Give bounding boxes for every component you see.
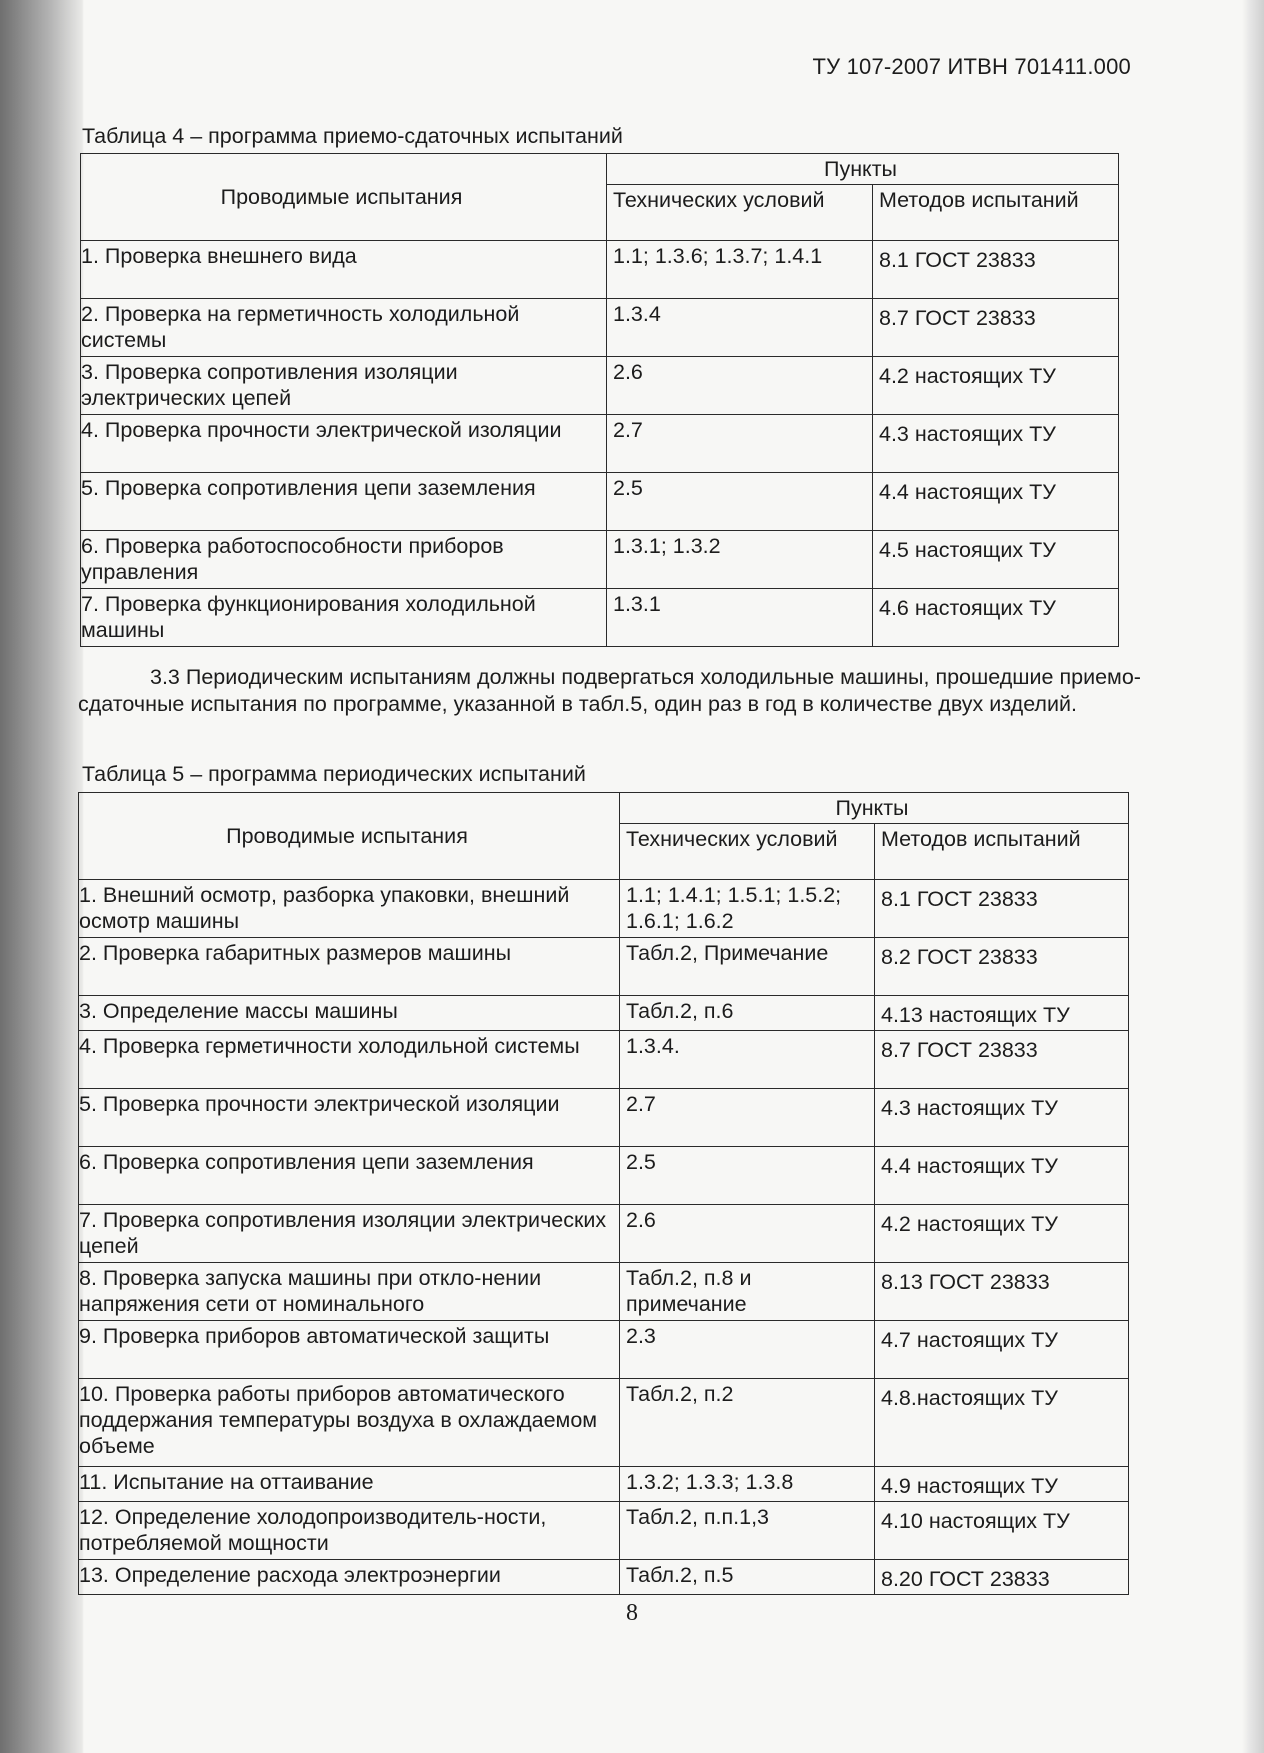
- table-row: [79, 996, 1129, 1031]
- technical-cell: 2.5: [607, 473, 873, 531]
- methods-cell: 4.3 настоящих ТУ: [873, 415, 1119, 473]
- methods-cell: 4.10 настоящих ТУ: [875, 1502, 1129, 1560]
- table-row: [79, 1031, 1129, 1089]
- technical-cell: 1.3.4: [607, 299, 873, 357]
- methods-cell: 8.7 ГОСТ 23833: [873, 299, 1119, 357]
- methods-cell: 8.2 ГОСТ 23833: [875, 938, 1129, 996]
- test-cell: 3. Проверка сопротивления изоляции электрических цепей: [81, 357, 607, 415]
- test-cell: 10. Проверка работы приборов автоматического поддержания температуры воздуха в охлаждаемом объеме: [79, 1379, 620, 1467]
- paragraph-3-3-text: 3.3 Периодическим испытаниям должны подвергаться холодильные машины, прошедшие приемо-сдаточные испытания по программе, указанной в табл.5, один раз в год в количестве двух изделий.: [78, 665, 1141, 716]
- test-cell: 13. Определение расхода электроэнергии: [79, 1560, 620, 1595]
- methods-cell: 4.13 настоящих ТУ: [875, 996, 1129, 1031]
- table5-header-tests: Проводимые испытания: [79, 793, 620, 880]
- technical-cell: 2.6: [620, 1205, 875, 1263]
- table5-header-technical: Технических условий: [620, 824, 875, 880]
- methods-cell: 4.2 настоящих ТУ: [873, 357, 1119, 415]
- table-row: [81, 299, 1119, 357]
- technical-cell: Табл.2, п.5: [620, 1560, 875, 1595]
- test-cell: 7. Проверка функционирования холодильной машины: [81, 589, 607, 647]
- table-row: [79, 1263, 1129, 1321]
- table5-header-methods: Методов испытаний: [875, 824, 1129, 880]
- methods-cell: 8.1 ГОСТ 23833: [873, 241, 1119, 299]
- table-row: [79, 1502, 1129, 1560]
- test-cell: 12. Определение холодопроизводитель-ности, потребляемой мощности: [79, 1502, 620, 1560]
- table4-header-methods: Методов испытаний: [873, 185, 1119, 241]
- test-cell: 1. Внешний осмотр, разборка упаковки, внешний осмотр машины: [79, 880, 620, 938]
- test-cell: 4. Проверка герметичности холодильной системы: [79, 1031, 620, 1089]
- table-row: [79, 938, 1129, 996]
- table4-header-tests: Проводимые испытания: [81, 154, 607, 241]
- test-cell: 7. Проверка сопротивления изоляции электрических цепей: [79, 1205, 620, 1263]
- document-code: ТУ 107-2007 ИТВН 701411.000: [812, 54, 1131, 79]
- technical-cell: 1.1; 1.4.1; 1.5.1; 1.5.2; 1.6.1; 1.6.2: [620, 880, 875, 938]
- technical-cell: Табл.2, п.6: [620, 996, 875, 1031]
- table4: [80, 153, 1119, 647]
- table-row: [79, 1560, 1129, 1595]
- methods-cell: 4.9 настоящих ТУ: [875, 1467, 1129, 1502]
- methods-cell: 8.13 ГОСТ 23833: [875, 1263, 1129, 1321]
- paragraph-3-3: [78, 664, 1188, 718]
- test-cell: 1. Проверка внешнего вида: [81, 241, 607, 299]
- table-row: [79, 1205, 1129, 1263]
- technical-cell: 2.3: [620, 1321, 875, 1379]
- technical-cell: 1.3.1; 1.3.2: [607, 531, 873, 589]
- table-row: [79, 1379, 1129, 1467]
- technical-cell: 1.3.1: [607, 589, 873, 647]
- test-cell: 6. Проверка сопротивления цепи заземления: [79, 1147, 620, 1205]
- technical-cell: Табл.2, п.8 и примечание: [620, 1263, 875, 1321]
- table-row: [79, 1089, 1129, 1147]
- test-cell: 8. Проверка запуска машины при откло-нении напряжения сети от номинального: [79, 1263, 620, 1321]
- technical-cell: 1.3.4.: [620, 1031, 875, 1089]
- table-row: [81, 531, 1119, 589]
- methods-cell: 4.3 настоящих ТУ: [875, 1089, 1129, 1147]
- technical-cell: 2.7: [620, 1089, 875, 1147]
- technical-cell: 2.5: [620, 1147, 875, 1205]
- test-cell: 2. Проверка габаритных размеров машины: [79, 938, 620, 996]
- table-row: [81, 473, 1119, 531]
- table5-caption: Таблица 5 – программа периодических испытаний: [82, 762, 586, 786]
- test-cell: 5. Проверка прочности электрической изоляции: [79, 1089, 620, 1147]
- test-cell: 2. Проверка на герметичность холодильной системы: [81, 299, 607, 357]
- methods-cell: 4.2 настоящих ТУ: [875, 1205, 1129, 1263]
- table-row: [79, 880, 1129, 938]
- table5-header-points: Пункты: [620, 793, 1129, 824]
- technical-cell: 1.1; 1.3.6; 1.3.7; 1.4.1: [607, 241, 873, 299]
- technical-cell: Табл.2, п.п.1,3: [620, 1502, 875, 1560]
- table5: [78, 792, 1129, 1595]
- methods-cell: 4.6 настоящих ТУ: [873, 589, 1119, 647]
- table-row: [81, 357, 1119, 415]
- page-number: 8: [626, 1600, 638, 1626]
- technical-cell: Табл.2, п.2: [620, 1379, 875, 1467]
- table4-header-points: Пункты: [607, 154, 1119, 185]
- test-cell: 4. Проверка прочности электрической изоляции: [81, 415, 607, 473]
- table4-header-technical: Технических условий: [607, 185, 873, 241]
- test-cell: 9. Проверка приборов автоматической защиты: [79, 1321, 620, 1379]
- table-row: [81, 589, 1119, 647]
- methods-cell: 4.4 настоящих ТУ: [873, 473, 1119, 531]
- methods-cell: 4.5 настоящих ТУ: [873, 531, 1119, 589]
- scan-left-shadow: [0, 0, 84, 1753]
- test-cell: 5. Проверка сопротивления цепи заземления: [81, 473, 607, 531]
- methods-cell: 4.4 настоящих ТУ: [875, 1147, 1129, 1205]
- test-cell: 3. Определение массы машины: [79, 996, 620, 1031]
- test-cell: 6. Проверка работоспособности приборов управления: [81, 531, 607, 589]
- table-row: [81, 415, 1119, 473]
- table-row: [81, 241, 1119, 299]
- scan-right-edge: [1242, 0, 1264, 1753]
- methods-cell: 8.1 ГОСТ 23833: [875, 880, 1129, 938]
- technical-cell: 2.7: [607, 415, 873, 473]
- technical-cell: 2.6: [607, 357, 873, 415]
- methods-cell: 8.20 ГОСТ 23833: [875, 1560, 1129, 1595]
- technical-cell: Табл.2, Примечание: [620, 938, 875, 996]
- test-cell: 11. Испытание на оттаивание: [79, 1467, 620, 1502]
- methods-cell: 4.8.настоящих ТУ: [875, 1379, 1129, 1467]
- methods-cell: 4.7 настоящих ТУ: [875, 1321, 1129, 1379]
- table-row: [79, 1147, 1129, 1205]
- technical-cell: 1.3.2; 1.3.3; 1.3.8: [620, 1467, 875, 1502]
- methods-cell: 8.7 ГОСТ 23833: [875, 1031, 1129, 1089]
- table4-caption: Таблица 4 – программа приемо-сдаточных испытаний: [82, 124, 623, 148]
- table-row: [79, 1321, 1129, 1379]
- table-row: [79, 1467, 1129, 1502]
